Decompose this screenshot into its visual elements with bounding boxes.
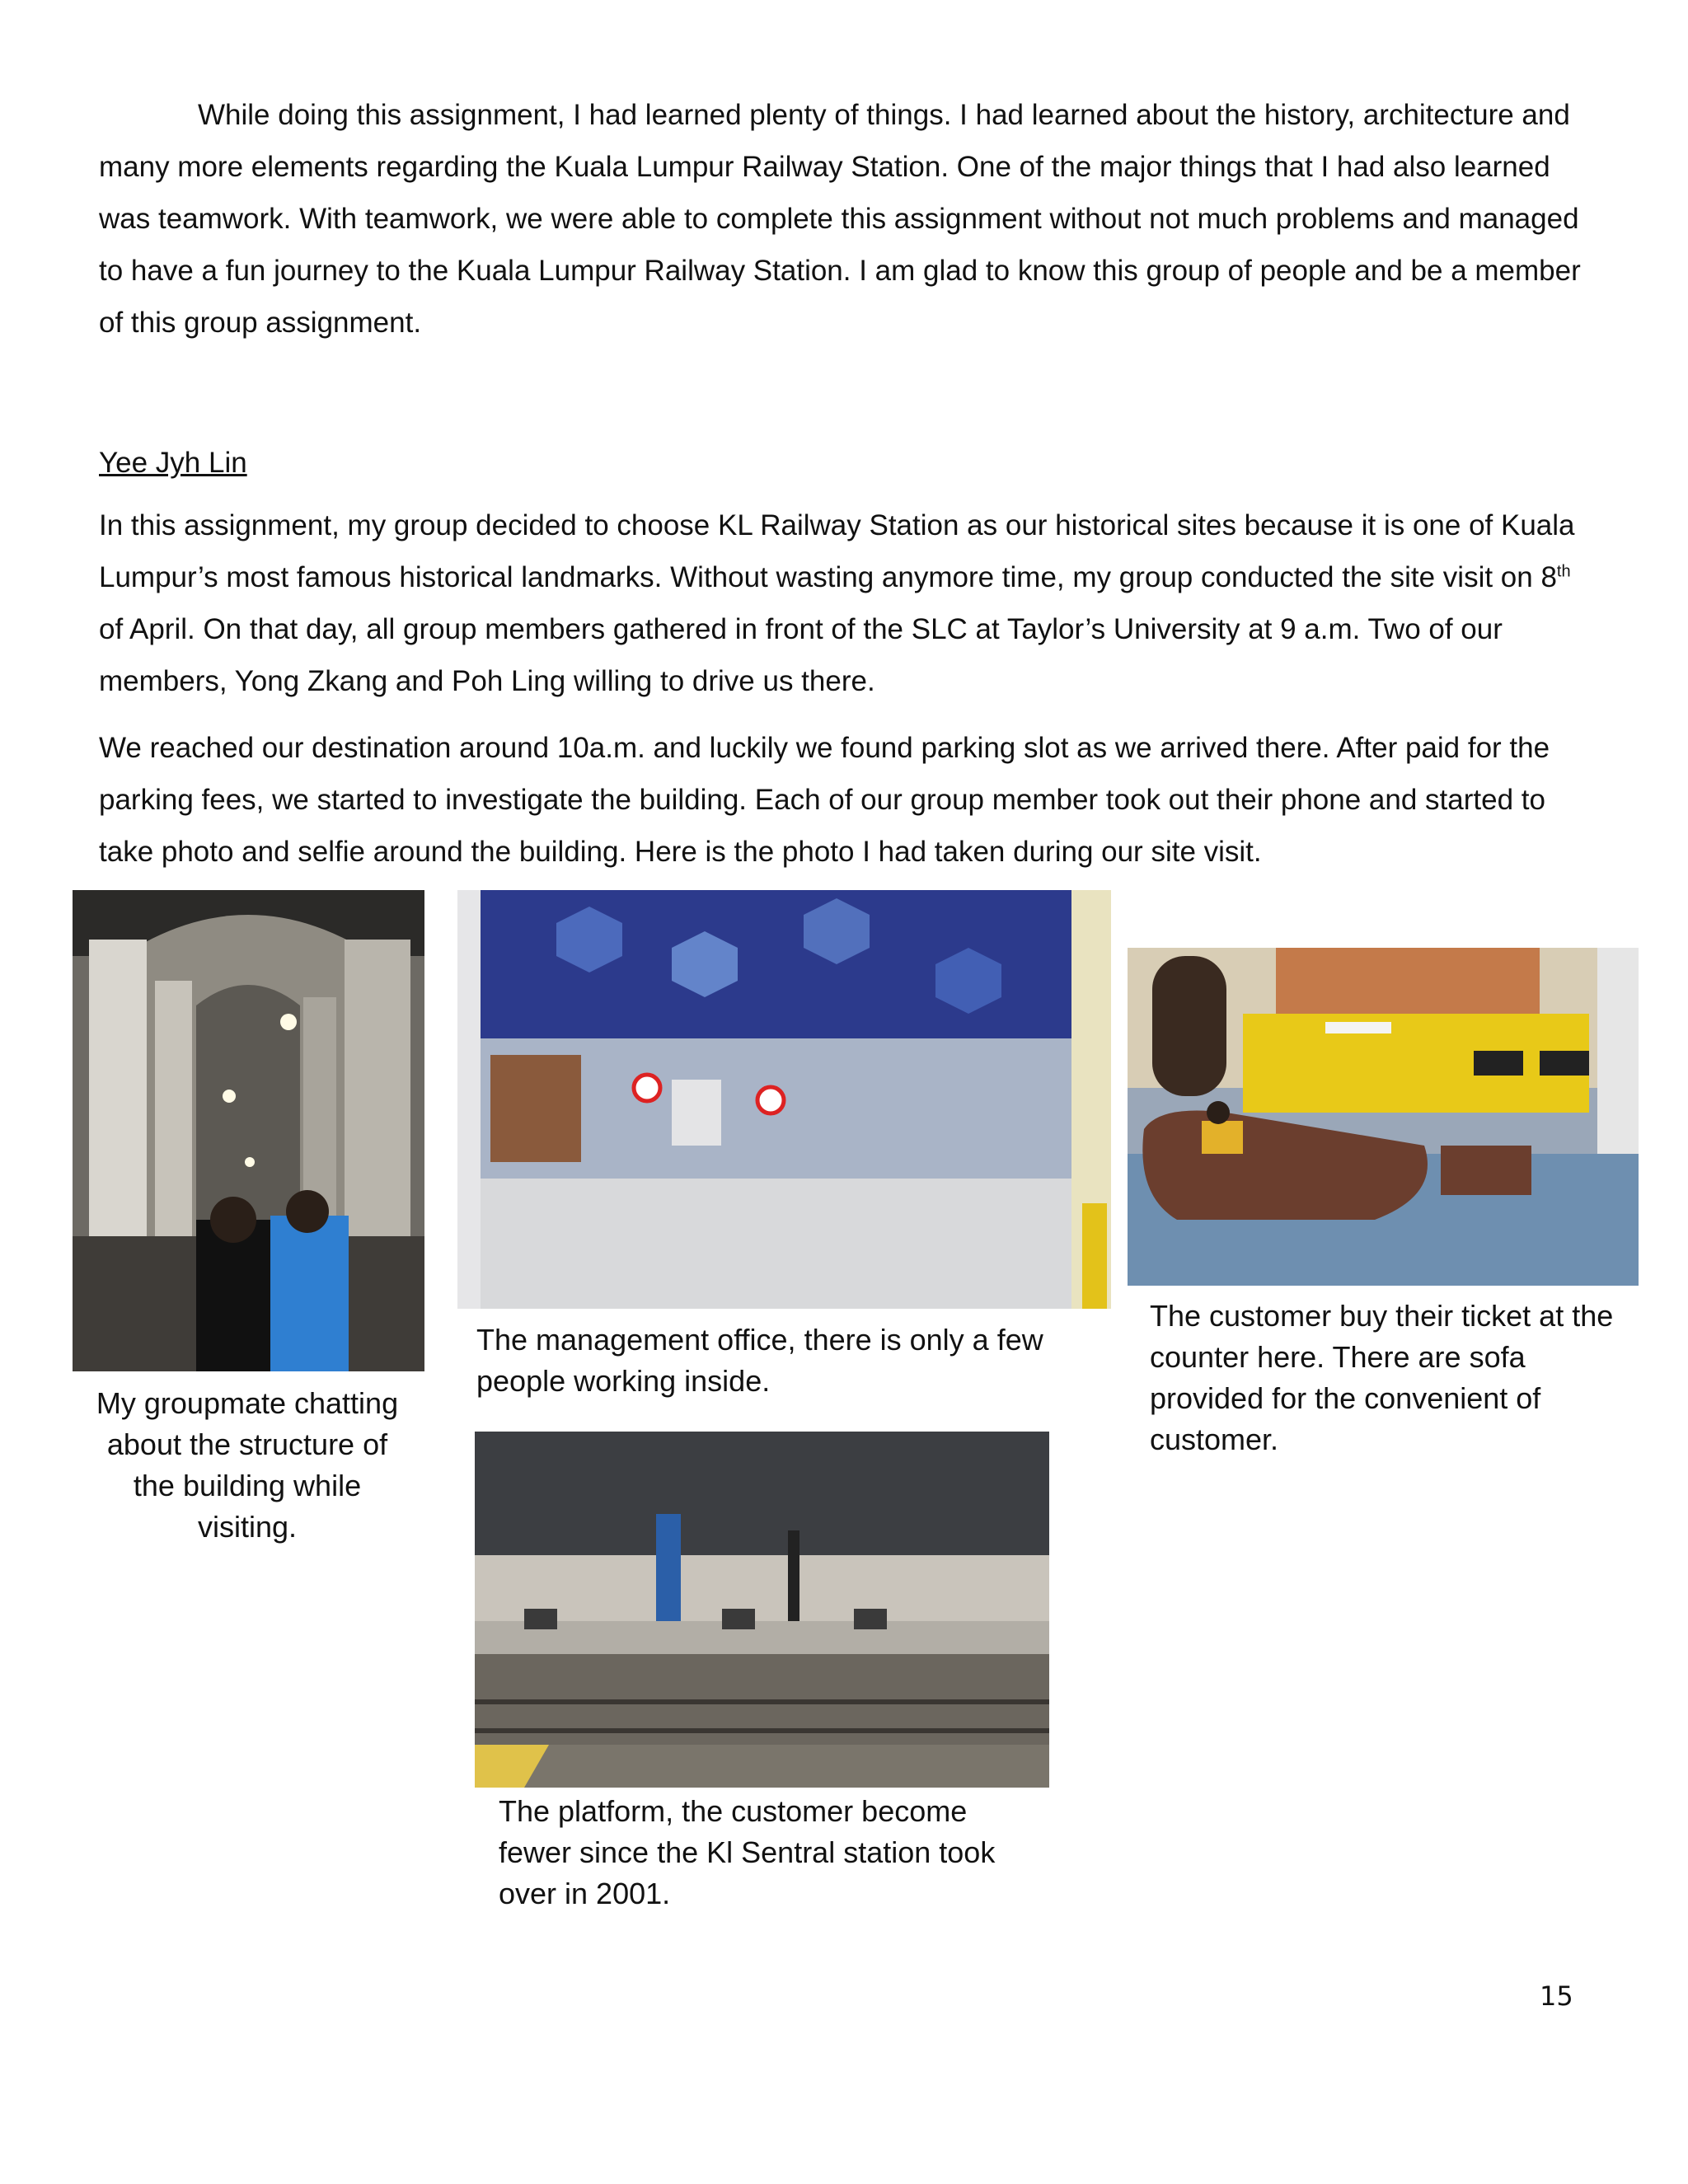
paragraph-site-visit-part2: of April. On that day, all group members gathered in front of the SLC at Taylor’s University at 9 a.m. Two of our members, Yong Zkang and Poh Ling willing to drive us there. — [99, 613, 1503, 697]
photo-management-office — [457, 890, 1111, 1309]
paragraph-site-visit-part1: In this assignment, my group decided to choose KL Railway Station as our historical sites because it is one of Kuala Lumpur’s most famous historical landmarks. Without wasting anymore time, my group conducted the site visit on 8 — [99, 509, 1575, 593]
paragraph-site-visit — [99, 499, 1599, 707]
caption-management-office: The management office, there is only a few people working inside. — [476, 1323, 1043, 1398]
caption-ticket-counter: The customer buy their ticket at the counter here. There are sofa provided for the convenient of customer. — [1150, 1299, 1614, 1456]
page-number: 15 — [1540, 1980, 1573, 2012]
photo-platform — [475, 1432, 1049, 1788]
caption-platform: The platform, the customer become fewer since the Kl Sentral station took over in 2001. — [499, 1794, 996, 1910]
caption-corridor: My groupmate chatting about the structure of the building while visiting. — [96, 1386, 399, 1544]
paragraph-reflection: While doing this assignment, I had learned plenty of things. I had learned about the history, architecture and many more elements regarding the Kuala Lumpur Railway Station. One of the major things that I had also learned was teamwork. With teamwork, we were able to complete this assignment without not much problems and managed to have a fun journey to the Kuala Lumpur Railway Station. I am glad to know this group of people and be a member of this group assignment. — [99, 99, 1581, 339]
author-heading: Yee Jyh Lin — [99, 447, 247, 479]
ordinal-suffix: th — [1556, 562, 1571, 581]
paragraph-arrival: We reached our destination around 10a.m. and luckily we found parking slot as we arrived there. After paid for the parking fees, we started to investigate the building. Each of our group member took out their phone and started to take photo and selfie around the building. Here is the photo I had taken during our site visit. — [99, 732, 1550, 868]
photo-corridor — [73, 890, 424, 1371]
photo-ticket-counter — [1128, 948, 1639, 1286]
